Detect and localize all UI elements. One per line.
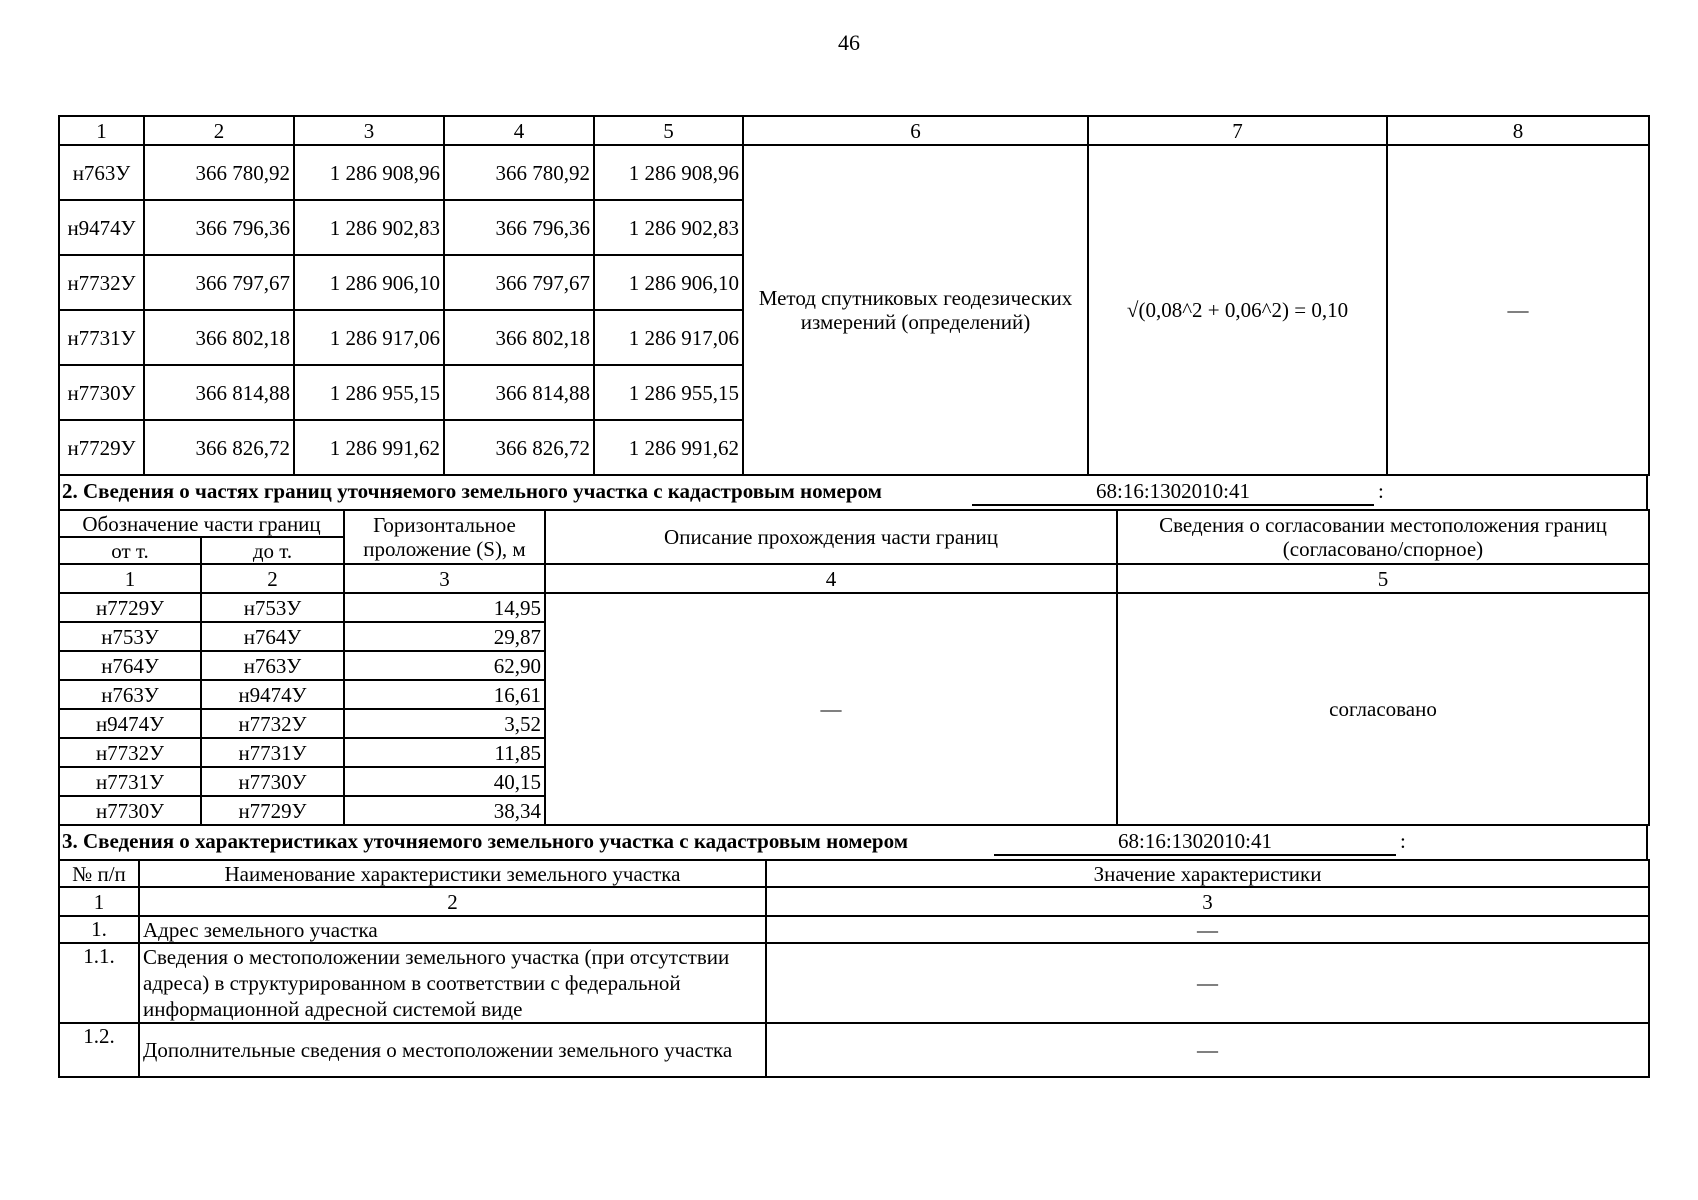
section-3-label: 3. Сведения о характеристиках уточняемого земельного участка с кадастровым номером: [62, 829, 909, 853]
column-number: 5: [1117, 564, 1649, 593]
to-point: н7729У: [201, 796, 344, 825]
coord-x: 366 797,67: [444, 255, 594, 310]
section-2-label: 2. Сведения о частях границ уточняемого земельного участка с кадастровым номером: [62, 479, 882, 503]
coord-x: 366 796,36: [144, 200, 294, 255]
horizontal-header: Горизонтальное проложение (S), м: [344, 510, 545, 564]
value-header: Значение характеристики: [766, 860, 1649, 887]
column-number: 4: [444, 116, 594, 145]
row-number: 1.: [59, 916, 139, 943]
from-point: н753У: [59, 622, 201, 651]
page-number: 46: [838, 30, 860, 55]
from-point: н7732У: [59, 738, 201, 767]
column-number: 2: [139, 887, 766, 916]
coord-y: 1 286 908,96: [594, 145, 743, 200]
num-header: № п/п: [59, 860, 139, 887]
characteristic-name: Адрес земельного участка: [139, 916, 766, 943]
coord-x: 366 797,67: [144, 255, 294, 310]
table-row: [59, 943, 1649, 1023]
coord-x: 366 802,18: [444, 310, 594, 365]
coord-y: 1 286 991,62: [594, 420, 743, 475]
column-number: 3: [294, 116, 444, 145]
colon: :: [1400, 829, 1406, 853]
column-number: 3: [766, 887, 1649, 916]
characteristic-name: Дополнительные сведения о местоположении земельного участка: [139, 1023, 766, 1077]
coord-y: 1 286 902,83: [294, 200, 444, 255]
column-number: 7: [1088, 116, 1387, 145]
coord-y: 1 286 955,15: [594, 365, 743, 420]
coord-y: 1 286 991,62: [294, 420, 444, 475]
table-row: [59, 1023, 1649, 1077]
column-number: 1: [59, 564, 201, 593]
characteristics-table: [58, 859, 1650, 1078]
coord-y: 1 286 908,96: [294, 145, 444, 200]
description-header: Описание прохождения части границ: [545, 510, 1117, 564]
characteristic-value: —: [766, 943, 1649, 1023]
column-number: 5: [594, 116, 743, 145]
from-point: н9474У: [59, 709, 201, 738]
section-2-title: [58, 476, 1648, 509]
from-point: н764У: [59, 651, 201, 680]
coord-x: 366 796,36: [444, 200, 594, 255]
from-point: н7730У: [59, 796, 201, 825]
from-point: н763У: [59, 680, 201, 709]
coord-x: 366 814,88: [144, 365, 294, 420]
header-row: [59, 860, 1649, 887]
horizontal-value: 3,52: [344, 709, 545, 738]
to-point: н7732У: [201, 709, 344, 738]
header-row: [59, 510, 1649, 537]
coord-x: 366 802,18: [144, 310, 294, 365]
point-name: н7732У: [59, 255, 144, 310]
coord-x: 366 814,88: [444, 365, 594, 420]
characteristic-value: —: [766, 1023, 1649, 1077]
column-number: 4: [545, 564, 1117, 593]
method-cell: Метод спутниковых геодезических измерений (определений): [743, 145, 1088, 475]
part-designation-header: Обозначение части границ: [59, 510, 344, 537]
horizontal-value: 11,85: [344, 738, 545, 767]
coordinates-table: [58, 115, 1650, 476]
agreement-header: Сведения о согласовании местоположения границ (согласовано/спорное): [1117, 510, 1649, 564]
column-number: 1: [59, 116, 144, 145]
coord-y: 1 286 906,10: [294, 255, 444, 310]
agreement-value: согласовано: [1117, 593, 1649, 825]
to-point: н753У: [201, 593, 344, 622]
name-header: Наименование характеристики земельного участка: [139, 860, 766, 887]
colon: :: [1378, 479, 1384, 503]
boundary-parts-table: [58, 509, 1650, 826]
coord-x: 366 780,92: [144, 145, 294, 200]
row-number: 1.2.: [59, 1023, 139, 1077]
horizontal-value: 14,95: [344, 593, 545, 622]
from-point: н7731У: [59, 767, 201, 796]
coord-x: 366 780,92: [444, 145, 594, 200]
characteristic-name: Сведения о местоположении земельного участка (при отсутствии адреса) в структурированном в соответствии с федеральной информационной адресной системой виде: [139, 943, 766, 1023]
column-number: 3: [344, 564, 545, 593]
horizontal-value: 38,34: [344, 796, 545, 825]
col8-cell: —: [1387, 145, 1649, 475]
point-name: н7731У: [59, 310, 144, 365]
point-name: н7730У: [59, 365, 144, 420]
horizontal-value: 40,15: [344, 767, 545, 796]
document-body: [58, 115, 1648, 1078]
accuracy-cell: √(0,08^2 + 0,06^2) = 0,10: [1088, 145, 1387, 475]
horizontal-value: 62,90: [344, 651, 545, 680]
horizontal-value: 29,87: [344, 622, 545, 651]
column-number: 2: [201, 564, 344, 593]
to-point: н7730У: [201, 767, 344, 796]
to-point: н9474У: [201, 680, 344, 709]
row-number: 1.1.: [59, 943, 139, 1023]
column-number: 2: [144, 116, 294, 145]
to-point: н764У: [201, 622, 344, 651]
table-row: [59, 916, 1649, 943]
point-name: н9474У: [59, 200, 144, 255]
column-number-row: [59, 564, 1649, 593]
table-row: [59, 593, 1649, 622]
coord-y: 1 286 902,83: [594, 200, 743, 255]
coord-y: 1 286 906,10: [594, 255, 743, 310]
coord-x: 366 826,72: [444, 420, 594, 475]
to-point: н763У: [201, 651, 344, 680]
point-name: н763У: [59, 145, 144, 200]
to-header: до т.: [201, 537, 344, 564]
from-point: н7729У: [59, 593, 201, 622]
column-number-row: [59, 887, 1649, 916]
coord-y: 1 286 917,06: [294, 310, 444, 365]
cadastral-number: 68:16:1302010:41: [972, 478, 1374, 506]
coord-y: 1 286 917,06: [594, 310, 743, 365]
section-3-title: [58, 826, 1648, 859]
cadastral-number: 68:16:1302010:41: [994, 828, 1396, 856]
to-point: н7731У: [201, 738, 344, 767]
characteristic-value: —: [766, 916, 1649, 943]
point-name: н7729У: [59, 420, 144, 475]
table-row: [59, 145, 1649, 200]
column-number: 6: [743, 116, 1088, 145]
from-header: от т.: [59, 537, 201, 564]
horizontal-value: 16,61: [344, 680, 545, 709]
column-number: 8: [1387, 116, 1649, 145]
column-number-row: [59, 116, 1649, 145]
coord-x: 366 826,72: [144, 420, 294, 475]
description-value: —: [545, 593, 1117, 825]
column-number: 1: [59, 887, 139, 916]
coord-y: 1 286 955,15: [294, 365, 444, 420]
